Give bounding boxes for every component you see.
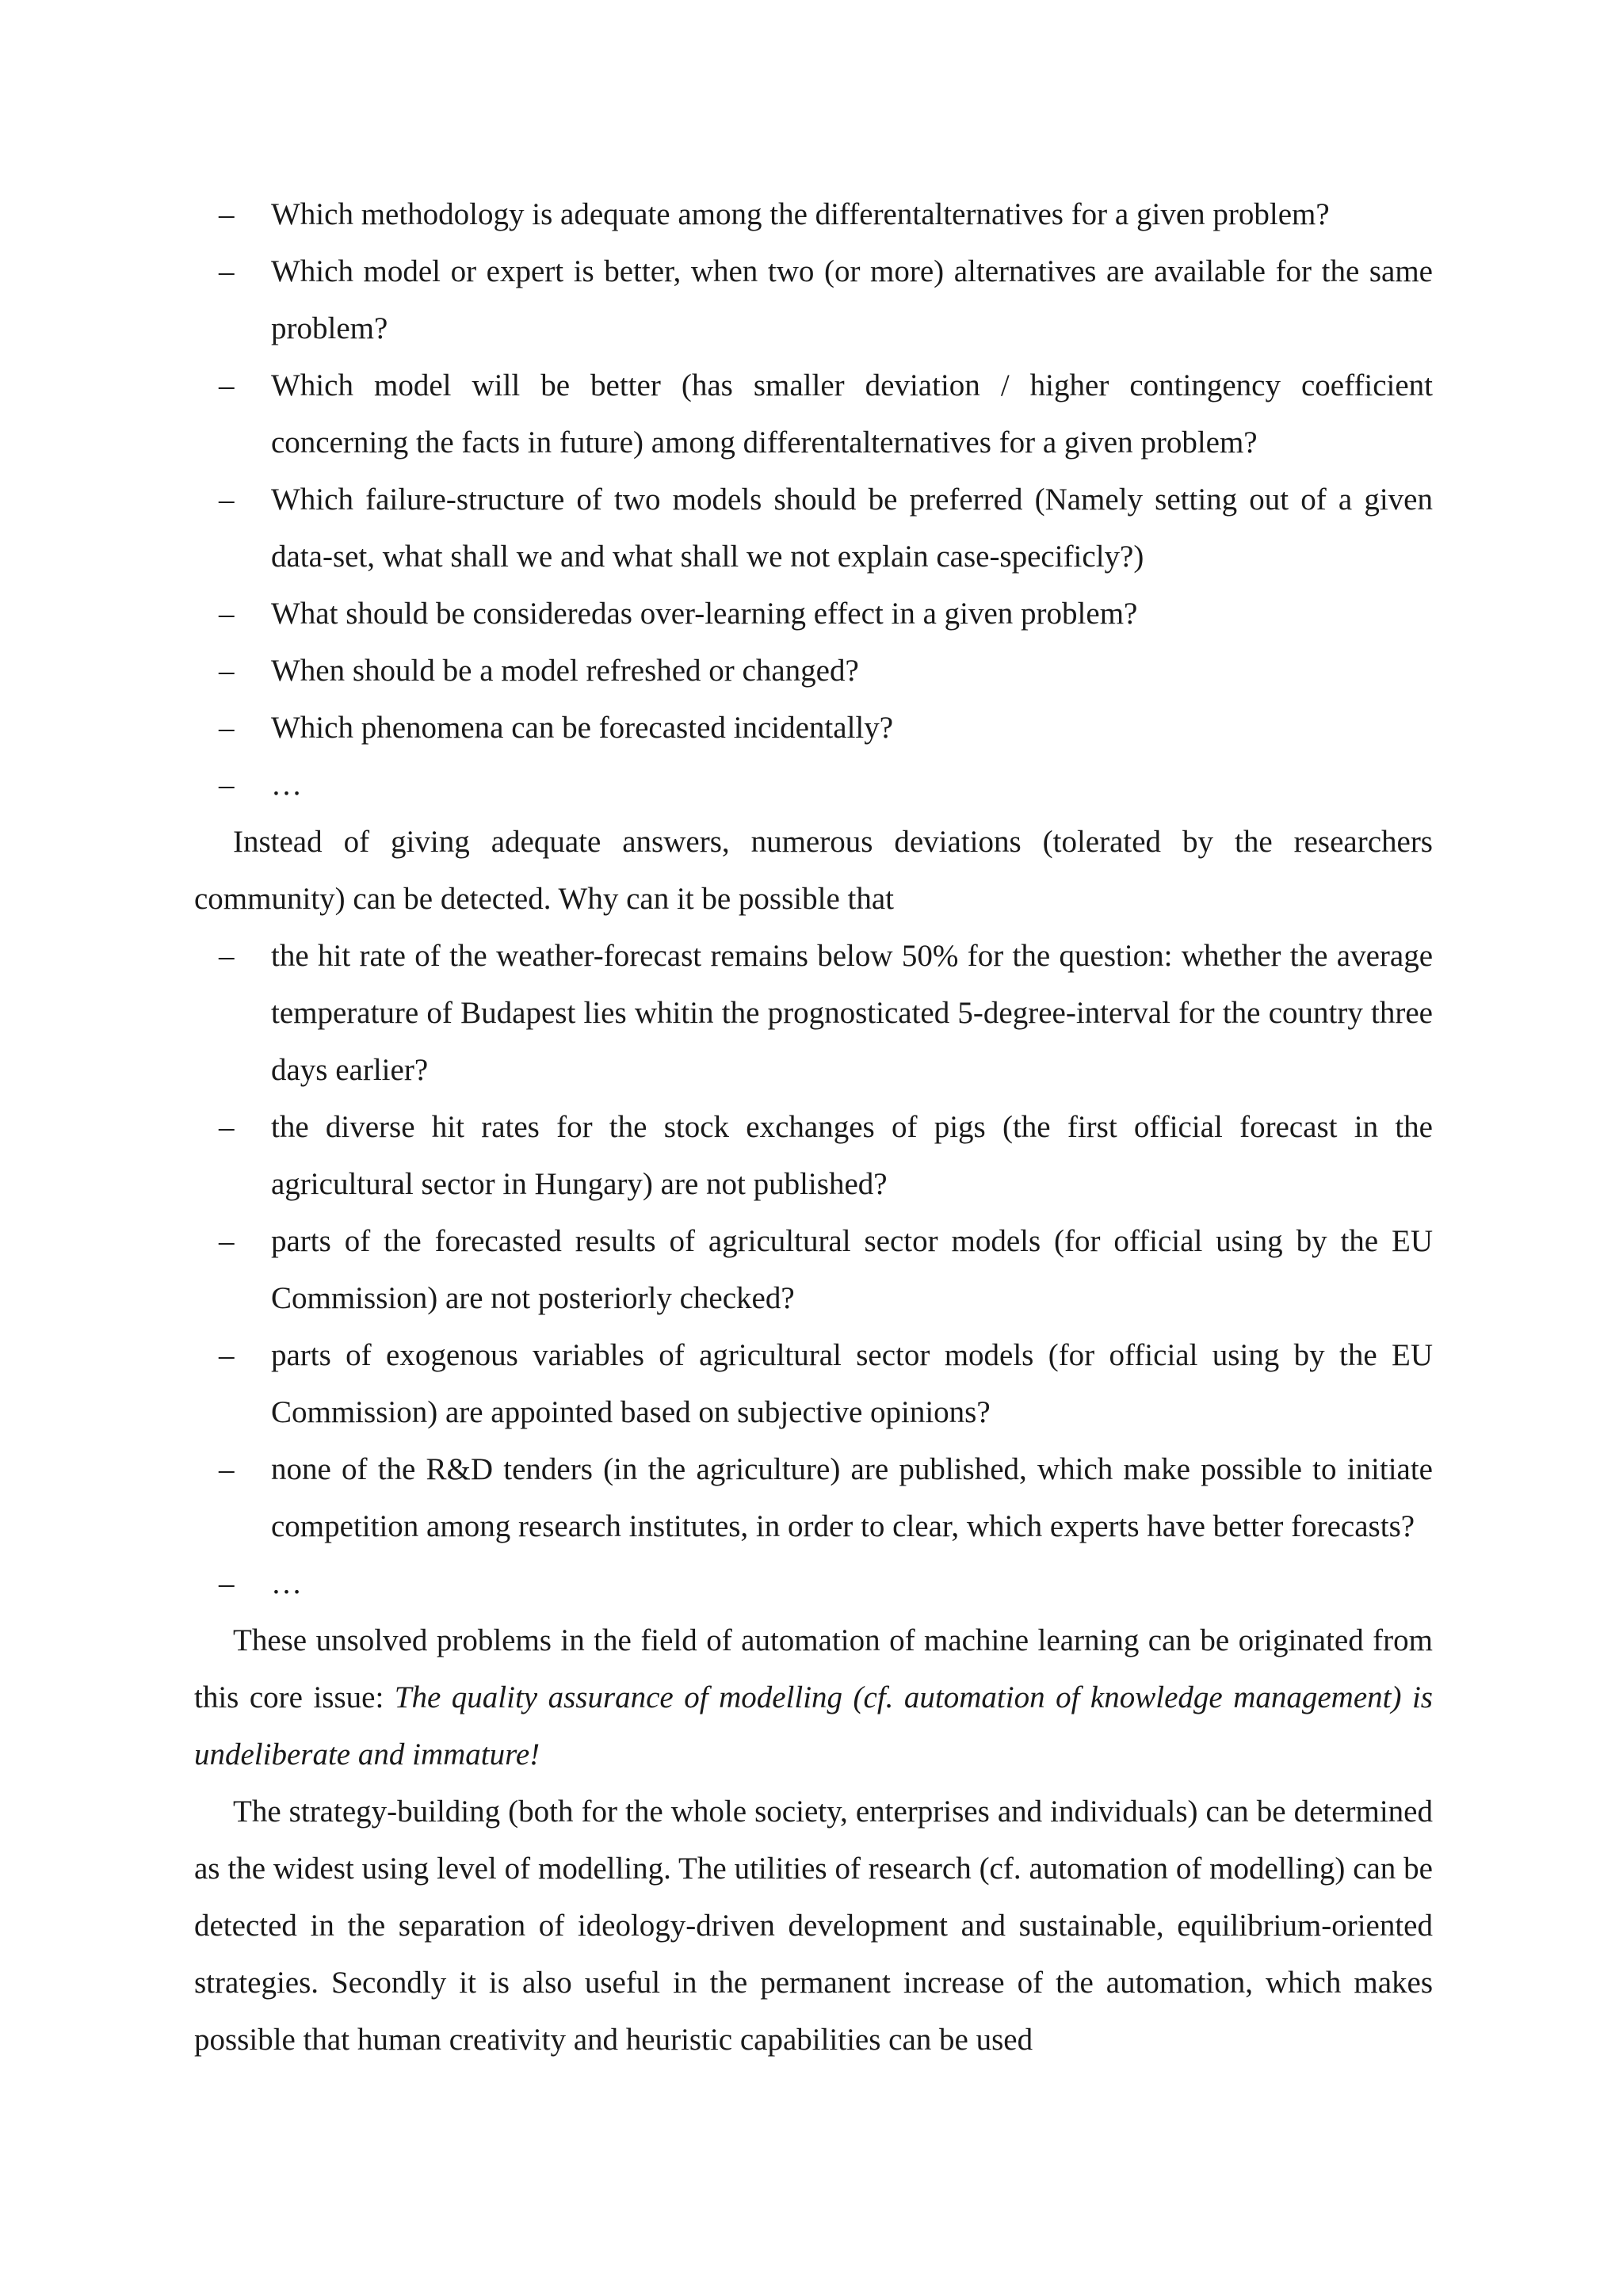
dash-bullet: –	[219, 597, 235, 631]
dash-bullet: –	[219, 1338, 235, 1372]
paragraph-strategy: The strategy-building (both for the whole society, enterprises and individuals) can be determined as the widest using level of modelling. The utilities of research (cf. automation of modelling) can be detected in the separation of ideology-driven development and sustainable, equilibrium-oriented strategies. Secondly it is also useful in the permanent increase of the automation, which makes possible that human creativity and heuristic capabilities can be used	[194, 1794, 1433, 2057]
list-item: – parts of exogenous variables of agricultural sector models (for official using by the EU Commission) are appointed based on subjective opinions?	[194, 1327, 1433, 1441]
list-item: – Which model or expert is better, when two (or more) alternatives are available for the same problem?	[194, 243, 1433, 357]
dash-bullet: –	[219, 197, 235, 231]
list-item: – Which failure-structure of two models should be preferred (Namely setting out of a given data-set, what shall we and what shall we not explain case-specificly?)	[194, 471, 1433, 585]
list-item: – What should be consideredas over-learning effect in a given problem?	[194, 585, 1433, 643]
paragraph-core-issue	[194, 1612, 1433, 1783]
list-item: – …	[194, 1555, 1433, 1612]
dash-bullet: –	[219, 768, 235, 802]
page-body	[194, 186, 1433, 2069]
dash-bullet: –	[219, 1110, 235, 1144]
core-issue-lead: These unsolved problems in the field of automation of machine learning can be originated from this core issue:	[194, 1623, 1433, 1714]
list-item: – Which phenomena can be forecasted incidentally?	[194, 700, 1433, 757]
list-item: – Which methodology is adequate among the differentalternatives for a given problem?	[194, 186, 1433, 243]
list-item: – none of the R&D tenders (in the agriculture) are published, which make possible to initiate competition among research institutes, in order to clear, which experts have better forecasts?	[194, 1441, 1433, 1555]
core-issue-italic: The quality assurance of modelling (cf. automation of knowledge management) is undeliberate and immature!	[194, 1680, 1433, 1772]
list-item: – the hit rate of the weather-forecast remains below 50% for the question: whether the average temperature of Budapest lies whitin the prognosticated 5-degree-interval for the country three days earlier?	[194, 928, 1433, 1099]
dash-bullet: –	[219, 482, 235, 517]
dash-bullet: –	[219, 654, 235, 688]
list-item: – parts of the forecasted results of agricultural sector models (for official using by the EU Commission) are not posteriorly checked?	[194, 1213, 1433, 1327]
list-item: – Which model will be better (has smaller deviation / higher contingency coefficient concerning the facts in future) among differentalternatives for a given problem?	[194, 357, 1433, 471]
deviations-list	[194, 928, 1433, 1612]
dash-bullet: –	[219, 254, 235, 288]
dash-bullet: –	[219, 1452, 235, 1486]
list-item: – the diverse hit rates for the stock exchanges of pigs (the first official forecast in the agricultural sector in Hungary) are not published?	[194, 1099, 1433, 1213]
dash-bullet: –	[219, 939, 235, 973]
list-item: – …	[194, 757, 1433, 814]
dash-bullet: –	[219, 1566, 235, 1600]
dash-bullet: –	[219, 368, 235, 402]
questions-list	[194, 186, 1433, 814]
dash-bullet: –	[219, 711, 235, 745]
dash-bullet: –	[219, 1224, 235, 1258]
list-item: – When should be a model refreshed or changed?	[194, 643, 1433, 700]
paragraph-deviations: Instead of giving adequate answers, numerous deviations (tolerated by the researchers community) can be detected. Why can it be possible that	[194, 825, 1433, 916]
